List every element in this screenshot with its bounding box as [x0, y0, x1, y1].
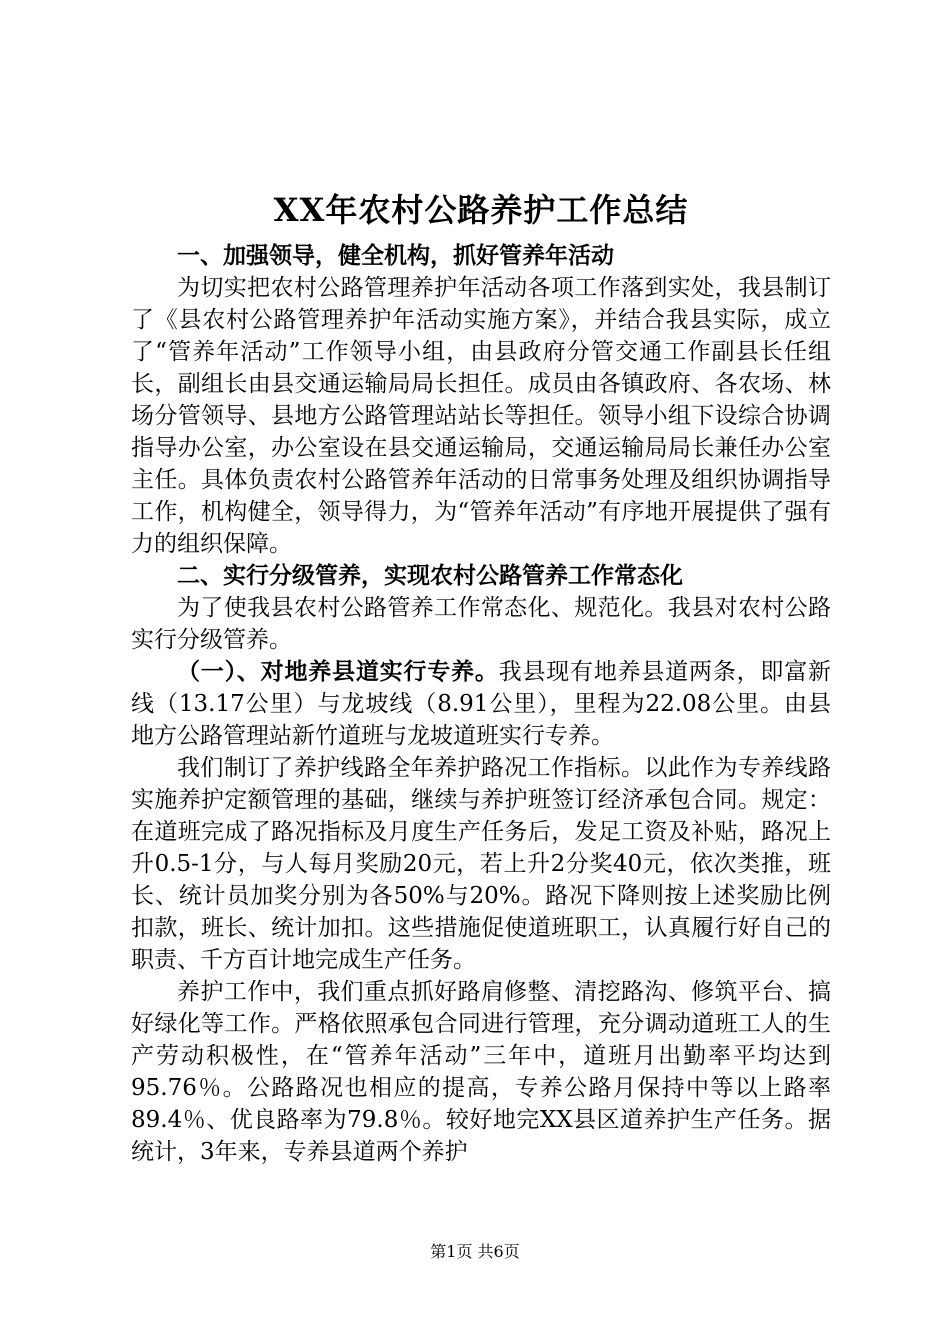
document-title: XX年农村公路养护工作总结 [273, 191, 689, 229]
document-page [131, 180, 831, 1168]
paragraph: 为了使我县农村公路管养工作常态化、规范化。我县对农村公路实行分级管养。 [131, 595, 831, 653]
section-heading-2: 二、实行分级管养，实现农村公路管养工作常态化 [177, 563, 683, 589]
paragraph: 养护工作中，我们重点抓好路肩修整、清挖路沟、修筑平台、搞好绿化等工作。严格依照承包合同进行管理，充分调动道班工人的生产劳动积极性，在“管养年活动”三年中，道班月出勤率平均达到95.76％。公路路况也相应的提高，专养公路月保持中等以上路率89.4％、优良路率为79.8％。较好地完XX县区道养护生产任务。据统计，3年来，专养县道两个养护 [131, 979, 831, 1165]
subsection-text: 我县现有地养县道两条，即富新线（13.17公里）与龙坡线（8.91公里），里程为22.08公里。由县地方公路管理站新竹道班与龙坡道班实行专养。 [131, 659, 832, 749]
page-footer: 第1页 共6页 [430, 1242, 520, 1261]
paragraph: 我们制订了养护线路全年养护路况工作指标。以此作为专养线路实施养护定额管理的基础，继续与养护班签订经济承包合同。规定：在道班完成了路况指标及月度生产任务后，发足工资及补贴，路况上升0.5-1分，与人每月奖励20元，若上升2分奖40元，依次类推，班长、统计员加奖分别为各50%与20%。路况下降则按上述奖励比例扣款，班长、统计加扣。这些措施促使道班职工，认真履行好自己的职责、千方百计地完成生产任务。 [131, 755, 831, 973]
paragraph: 为切实把农村公路管理养护年活动各项工作落到实处，我县制订了《县农村公路管理养护年活动实施方案》，并结合我县实际，成立了“管养年活动”工作领导小组，由县政府分管交通工作副县长任组长，副组长由县交通运输局局长担任。成员由各镇政府、各农场、林场分管领导、县地方公路管理站站长等担任。领导小组下设综合协调指导办公室，办公室设在县交通运输局，交通运输局局长兼任办公室主任。具体负责农村公路管养年活动的日常事务处理及组织协调指导工作，机构健全，领导得力，为“管养年活动”有序地开展提供了强有力的组织保障。 [131, 275, 831, 557]
section-heading-1: 一、加强领导，健全机构，抓好管养年活动 [177, 243, 614, 269]
subsection-heading-1: （一）、对地养县道实行专养。 [177, 659, 499, 685]
paragraph [131, 656, 831, 752]
